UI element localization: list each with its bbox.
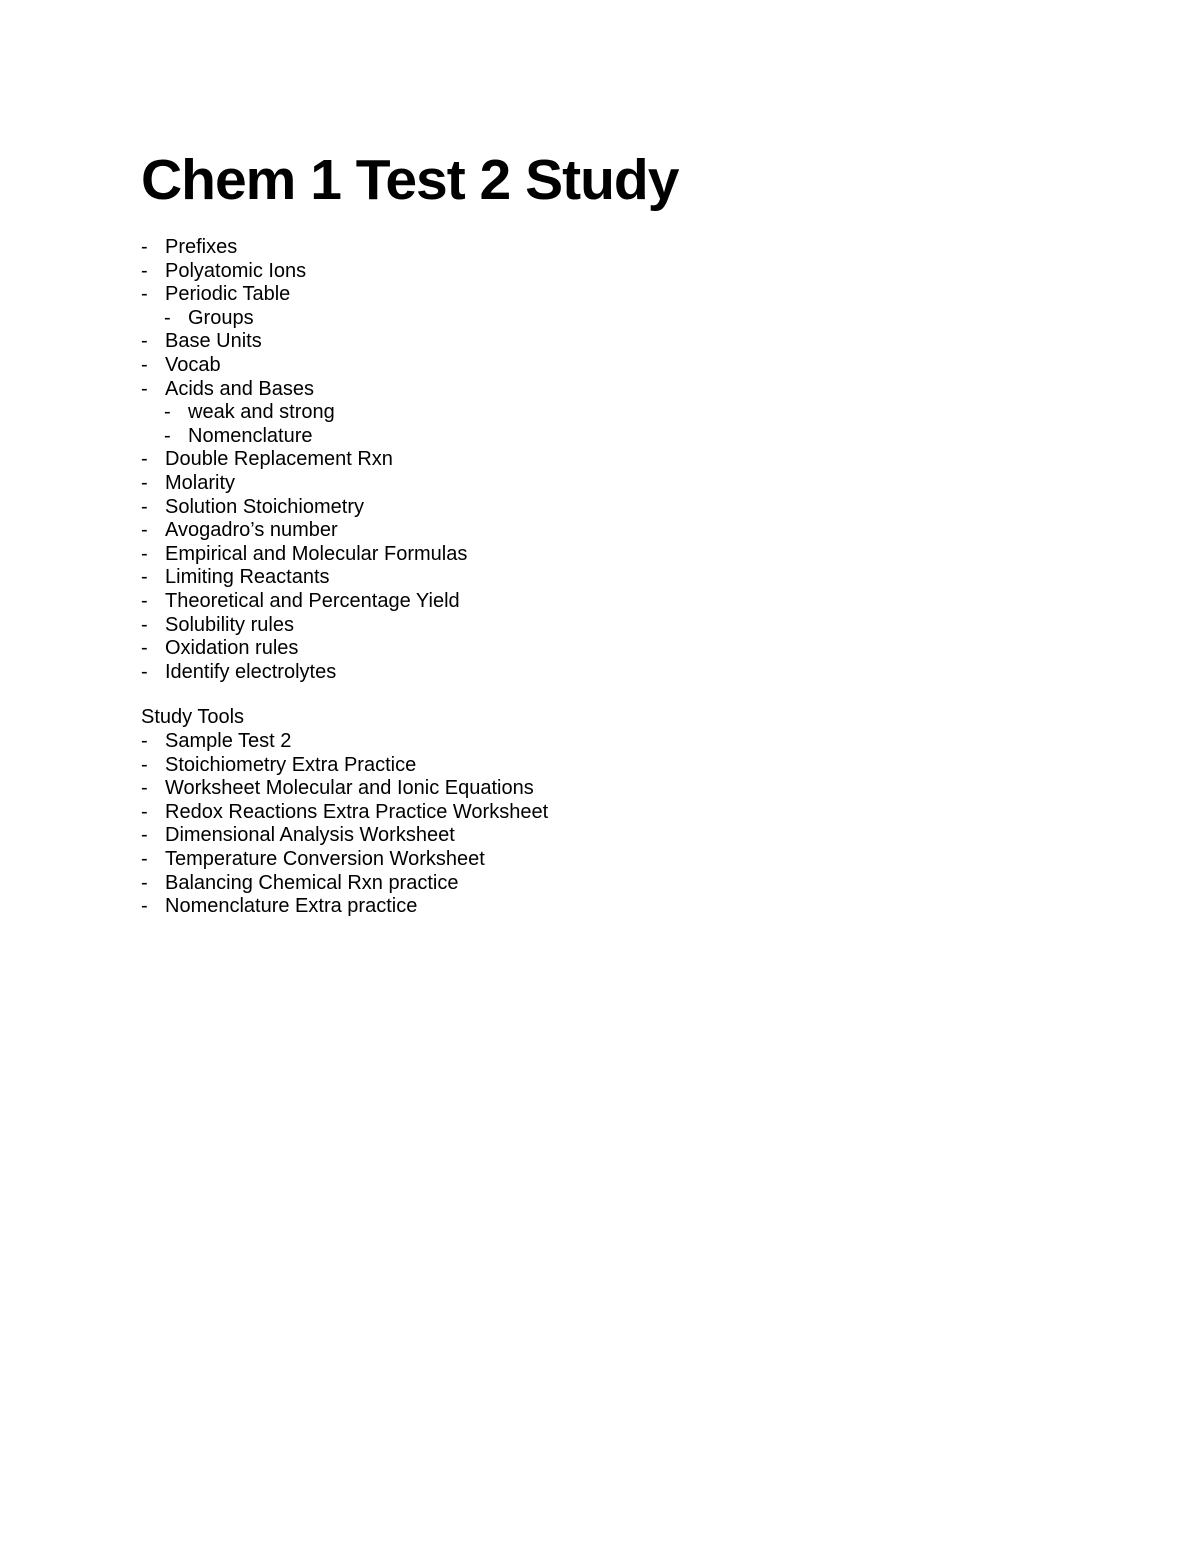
topic-item-label: Molarity [165,471,236,494]
study-tool-item [141,872,548,896]
topic-item [141,637,467,661]
topic-item-label: Solution Stoichiometry [165,495,364,518]
topics-list [141,236,467,684]
topic-item [141,283,467,307]
study-tool-item-label: Stoichiometry Extra Practice [165,753,417,776]
study-tool-item-label: Redox Reactions Extra Practice Worksheet [165,800,549,823]
study-tool-item [141,801,548,825]
topic-item [141,472,467,496]
topic-item-label: Identify electrolytes [165,660,337,683]
bullet-dash: - [164,306,171,329]
topic-item-label: Solubility rules [165,613,294,636]
bullet-dash: - [141,566,148,589]
topic-item-label: Avogadro’s number [165,519,338,542]
topic-item-label: Periodic Table [165,283,291,306]
bullet-dash: - [141,660,148,683]
topic-item-label: Nomenclature [188,424,313,447]
bullet-dash: - [141,330,148,353]
bullet-dash: - [141,895,148,918]
topic-item-label: Oxidation rules [165,637,299,660]
bullet-dash: - [141,637,148,660]
study-tool-item [141,895,548,919]
bullet-dash: - [141,471,148,494]
bullet-dash: - [164,424,171,447]
page-title: Chem 1 Test 2 Study [141,148,679,212]
topic-item-label: Vocab [165,353,221,376]
topic-item-label: Double Replacement Rxn [165,448,393,471]
topic-item [141,260,467,284]
topic-item [141,543,467,567]
study-tool-item-label: Balancing Chemical Rxn practice [165,871,459,894]
topic-item [141,425,467,449]
bullet-dash: - [141,495,148,518]
bullet-dash: - [141,448,148,471]
study-tool-item-label: Temperature Conversion Worksheet [165,847,485,870]
bullet-dash: - [141,613,148,636]
study-tool-item-label: Sample Test 2 [165,730,292,752]
bullet-dash: - [141,753,148,776]
bullet-dash: - [164,401,171,424]
bullet-dash: - [141,236,148,258]
bullet-dash: - [141,589,148,612]
topic-item-label: Limiting Reactants [165,566,330,589]
topic-item [141,661,467,685]
topic-item-label: Empirical and Molecular Formulas [165,542,468,565]
study-tool-item-label: Dimensional Analysis Worksheet [165,824,455,847]
bullet-dash: - [141,871,148,894]
topic-item-label: Polyatomic Ions [165,259,307,282]
topic-item [141,519,467,543]
bullet-dash: - [141,730,148,752]
topic-item-label: Base Units [165,330,262,353]
bullet-dash: - [141,800,148,823]
bullet-dash: - [141,353,148,376]
bullet-dash: - [141,542,148,565]
bullet-dash: - [141,777,148,800]
bullet-dash: - [141,519,148,542]
topic-item-label: Prefixes [165,236,238,258]
study-tool-item-label: Worksheet Molecular and Ionic Equations [165,777,534,800]
topic-item [141,566,467,590]
topic-item [141,614,467,638]
topic-item [141,330,467,354]
study-tools-heading: Study Tools [141,706,245,728]
bullet-dash: - [141,377,148,400]
topic-item [141,307,467,331]
topic-item-label: Groups [188,306,254,329]
topic-item-label: Theoretical and Percentage Yield [165,589,460,612]
topic-item [141,378,467,402]
topic-item [141,496,467,520]
study-tool-item [141,824,548,848]
topic-item [141,401,467,425]
bullet-dash: - [141,824,148,847]
bullet-dash: - [141,847,148,870]
study-tool-item [141,777,548,801]
topic-item [141,354,467,378]
topic-item [141,590,467,614]
study-tool-item [141,848,548,872]
study-tool-item [141,730,548,754]
topic-item-label: Acids and Bases [165,377,314,400]
study-tool-item-label: Nomenclature Extra practice [165,895,418,918]
bullet-dash: - [141,283,148,306]
topic-item-label: weak and strong [188,401,335,424]
study-tool-item [141,754,548,778]
bullet-dash: - [141,259,148,282]
study-tools-list [141,730,548,919]
topic-item [141,448,467,472]
topic-item [141,236,467,260]
